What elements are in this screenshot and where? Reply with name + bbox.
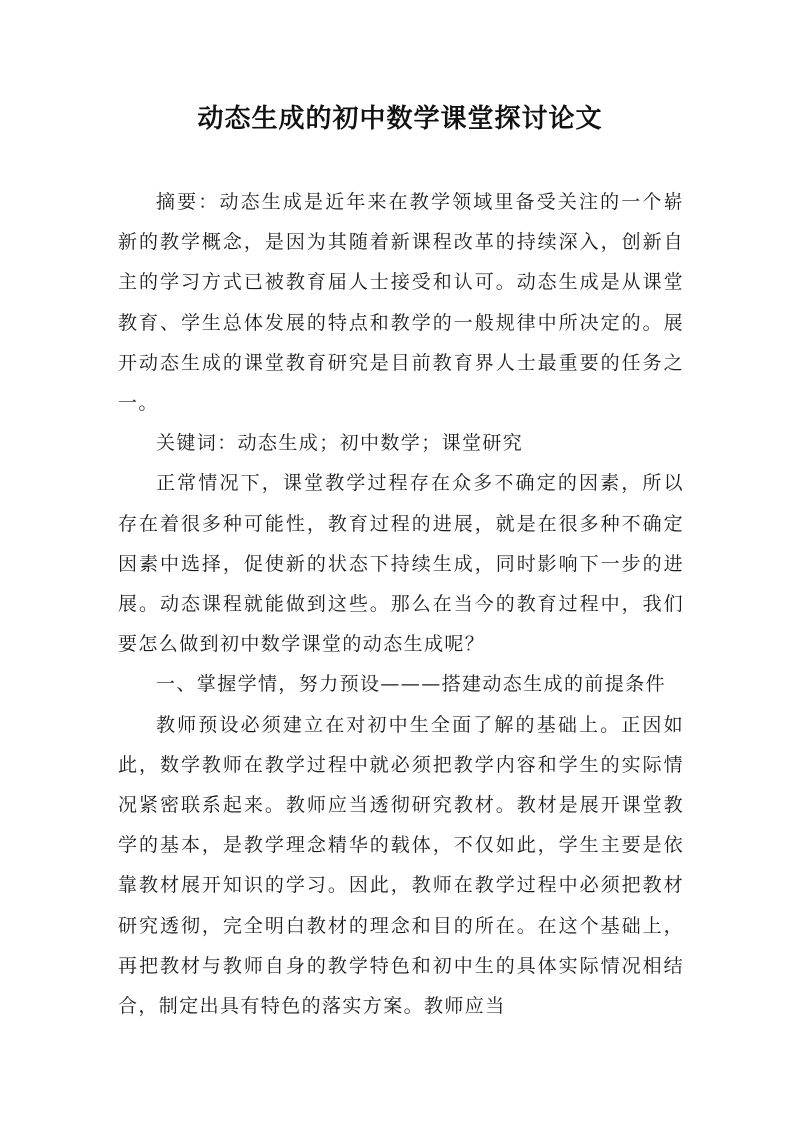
keywords-paragraph: 关键词：动态生成；初中数学；课堂研究 (156, 432, 524, 455)
abstract-paragraph: 摘要：动态生成是近年来在教学领域里备受关注的一个崭新的教学概念，是因为其随着新课程改革的持续深入，创新自主的学习方式已被教育届人士接受和认可。动态生成是从课堂教育、学生总体发展的特点和教学的一般规律中所决定的。展开动态生成的课堂教育研究是目前教育界人士最重要的任务之一。 (118, 191, 684, 415)
section-heading: 一、掌握学情，努力预设———搭建动态生成的前提条件 (156, 673, 667, 696)
document-title: 动态生成的初中数学课堂探讨论文 (197, 104, 603, 134)
intro-paragraph: 正常情况下，课堂教学过程存在众多不确定的因素，所以存在着很多种可能性，教育过程的进展，就是在很多种不确定因素中选择，促使新的状态下持续生成，同时影响下一步的进展。动态课程就能做到这些。那么在当今的教育过程中，我们要怎么做到初中数学课堂的动态生成呢？ (118, 472, 684, 656)
document-body (118, 182, 684, 1026)
body-paragraph: 教师预设必须建立在对初中生全面了解的基础上。正因如此，数学教师在教学过程中就必须把教学内容和学生的实际情况紧密联系起来。教师应当透彻研究教材。教材是展开课堂教学的基本，是教学理念精华的载体，不仅如此，学生主要是依靠教材展开知识的学习。因此，教师在教学过程中必须把教材研究透彻，完全明白教材的理念和目的所在。在这个基础上，再把教材与教师自身的教学特色和初中生的具体实际情况相结合，制定出具有特色的落实方案。教师应当 (118, 713, 684, 1018)
